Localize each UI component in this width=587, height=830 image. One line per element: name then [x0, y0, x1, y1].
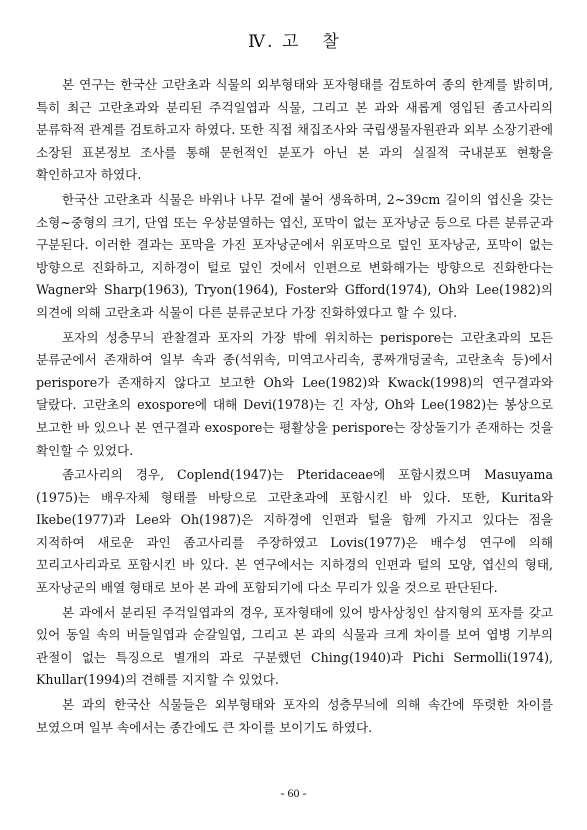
paragraph-5: 본 과에서 분리된 주걱일엽과의 경우, 포자형태에 있어 방사상칭인 삼지형의 포자를 갖고 있어 동일 속의 버들일엽과 순갈일엽, 그리고 본 과의 식물과 크게 차이를 보여 엽병 기부의 관절이 없는 특징으로 별개의 과로 구분했던 Ching(1940)과 Pichi Sermolli(1974), Khullar(1994)의 견해를 지지할 수 있었다.	[36, 604, 553, 688]
paragraph-4: 좀고사리의 경우, Coplend(1947)는 Pteridaceae에 포함시켰으며 Masuyama (1975)는 배우자체 형태를 바탕으로 고란초과에 포함시킨 바 있다. 또한, Kurita와 Ikebe(1977)과 Lee와 Oh(1987)은 지하경에 인편과 털을 함께 가지고 있다는 점을 지적하여 새로운 과인 좀고사리를 주장하였고 Lovis(1977)은 배수성 연구에 의해 꼬리고사리과로 포함시킨 바 있다. 본 연구에서는 지하경의 인편과 털의 모양, 엽신의 형태, 포자낭군의 배열 형태로 보아 본 과에 포함되기에 다소 무리가 있을 것으로 판단된다.	[36, 467, 553, 596]
section-heading	[36, 30, 553, 54]
paragraph-2: 한국산 고란초과 식물은 바위나 나무 겉에 붙어 생육하며, 2~39cm 길이의 엽신을 갖는 소형~중형의 크기, 단엽 또는 우상분열하는 엽신, 포막이 없는 포자낭군 등으로 다른 분류군과 구분된다. 이러한 결과는 포막을 가진 포자낭군에서 위포막으로 덮인 포자낭군, 포막이 없는 방향으로 진화하고, 지하경이 털로 덮인 것에서 인편으로 변화해가는 방향으로 진화한다는 Wagner와 Sharp(1963), Tryon(1964), Foster와 Gfford(1974), Oh와 Lee(1982)의 의견에 의해 고란초과 식물이 다른 분류군보다 가장 진화하였다고 할 수 있다.	[36, 191, 553, 320]
section-title-part1: 고	[281, 32, 301, 52]
section-title-part2: 찰	[322, 32, 341, 52]
paragraph-3: 포자의 성층무늬 관찰결과 포자의 가장 밖에 위치하는 perispore는 고란초과의 모든 분류군에서 존재하여 일부 속과 종(석위속, 미역고사리속, 콩짜개덩굴속, 고란초속 등)에서 perispore가 존재하지 않다고 보고한 Oh와 Lee(1982)와 Kwack(1998)의 연구결과와 달랐다. 고란초의 exospore에 대해 Devi(1978)는 긴 자상, Oh와 Lee(1982)는 봉상으로 보고한 바 있으나 본 연구결과 exospore는 평활상을 perispore는 장상돌기가 존재하는 것을 확인할 수 있었다.	[36, 329, 553, 458]
paragraph-1: 본 연구는 한국산 고란초과 식물의 외부형태와 포자형태를 검토하여 종의 한계를 밝히며, 특히 최근 고란초과와 분리된 주걱일엽과 식물, 그리고 본 과와 새롭게 영입된 좀고사리의 분류학적 관계를 검토하고자 하였다. 또한 직접 채집조사와 국립생물자원관과 외부 소장기관에 소장된 표본정보 조사를 통해 문헌적인 분포가 아닌 본 과의 실질적 국내분포 현황을 확인하고자 하였다.	[36, 77, 553, 183]
section-number: Ⅳ.	[248, 32, 275, 52]
page-number: - 60 -	[280, 786, 307, 800]
paragraph-6: 본 과의 한국산 식물들은 외부형태와 포자의 성층무늬에 의해 속간에 뚜렷한 차이를 보였으며 일부 속에서는 종간에도 큰 차이를 보이기도 하였다.	[36, 697, 553, 735]
